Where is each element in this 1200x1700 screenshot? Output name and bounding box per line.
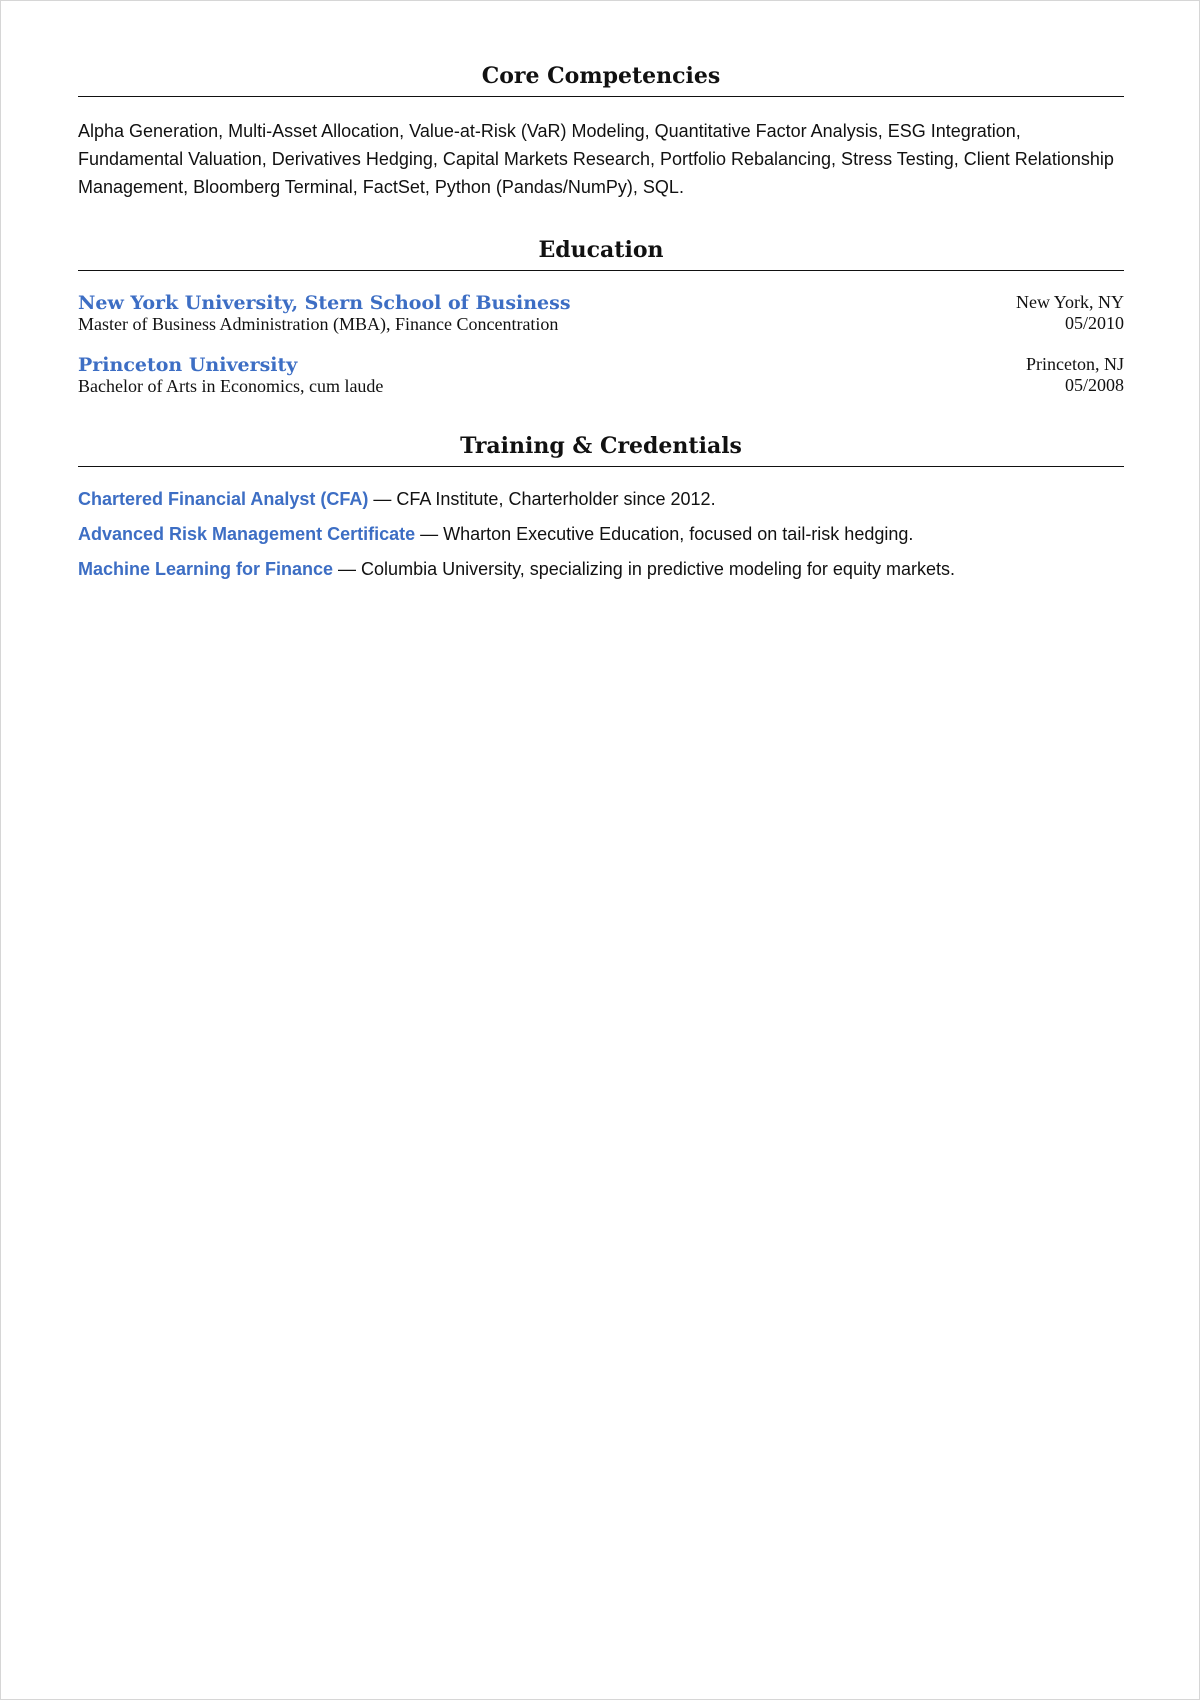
school-location: Princeton, NJ <box>1026 354 1124 374</box>
competencies-text: Alpha Generation, Multi-Asset Allocation, Value-at-Risk (VaR) Modeling, Quantitative Factor Analysis, ESG Integration, Fundamental Valuation, Derivatives Hedging, Capital Markets Research, Portfolio Rebalancing, Stress Testing, Client Relationship Management, Bloomberg Terminal, FactSet, Python (Pandas/NumPy), SQL. <box>78 121 1114 197</box>
credential-detail: — Columbia University, specializing in predictive modeling for equity markets. <box>333 559 955 579</box>
school-location: New York, NY <box>1015 292 1124 312</box>
education-entry-right <box>1016 292 1124 334</box>
credential-detail: — CFA Institute, Charterholder since 2012. <box>368 489 716 509</box>
education-entry <box>78 292 1124 335</box>
credential-detail: — Wharton Executive Education, focused on tail-risk hedging. <box>415 524 914 544</box>
credential-item <box>78 557 1124 581</box>
credential-name: Machine Learning for Finance <box>78 559 334 579</box>
core-competencies-section <box>78 62 1124 201</box>
graduation-date: 05/2008 <box>1064 375 1124 395</box>
education-entry-left <box>78 354 383 397</box>
degree: Master of Business Administration (MBA), Finance Concentration <box>78 314 559 334</box>
training-section <box>78 432 1124 592</box>
school-name: Princeton University <box>78 354 298 376</box>
credential-item <box>78 487 1124 511</box>
credential-name: Advanced Risk Management Certificate <box>78 524 416 544</box>
credential-name: Chartered Financial Analyst (CFA) <box>78 489 369 509</box>
credential-item <box>78 522 1124 546</box>
section-divider <box>78 96 1124 97</box>
section-title-education: Education <box>538 237 664 263</box>
section-divider <box>78 466 1124 467</box>
graduation-date: 05/2010 <box>1064 313 1124 333</box>
education-entry <box>78 354 1124 397</box>
section-title-core-competencies: Core Competencies <box>481 63 721 89</box>
education-entry-right <box>1026 354 1124 396</box>
credentials-list <box>78 487 1124 581</box>
education-entry-left <box>78 292 571 335</box>
education-section <box>78 236 1124 397</box>
section-title-training: Training & Credentials <box>460 433 742 459</box>
section-divider <box>78 270 1124 271</box>
degree: Bachelor of Arts in Economics, cum laude <box>78 376 384 396</box>
school-name: New York University, Stern School of Business <box>78 292 571 314</box>
